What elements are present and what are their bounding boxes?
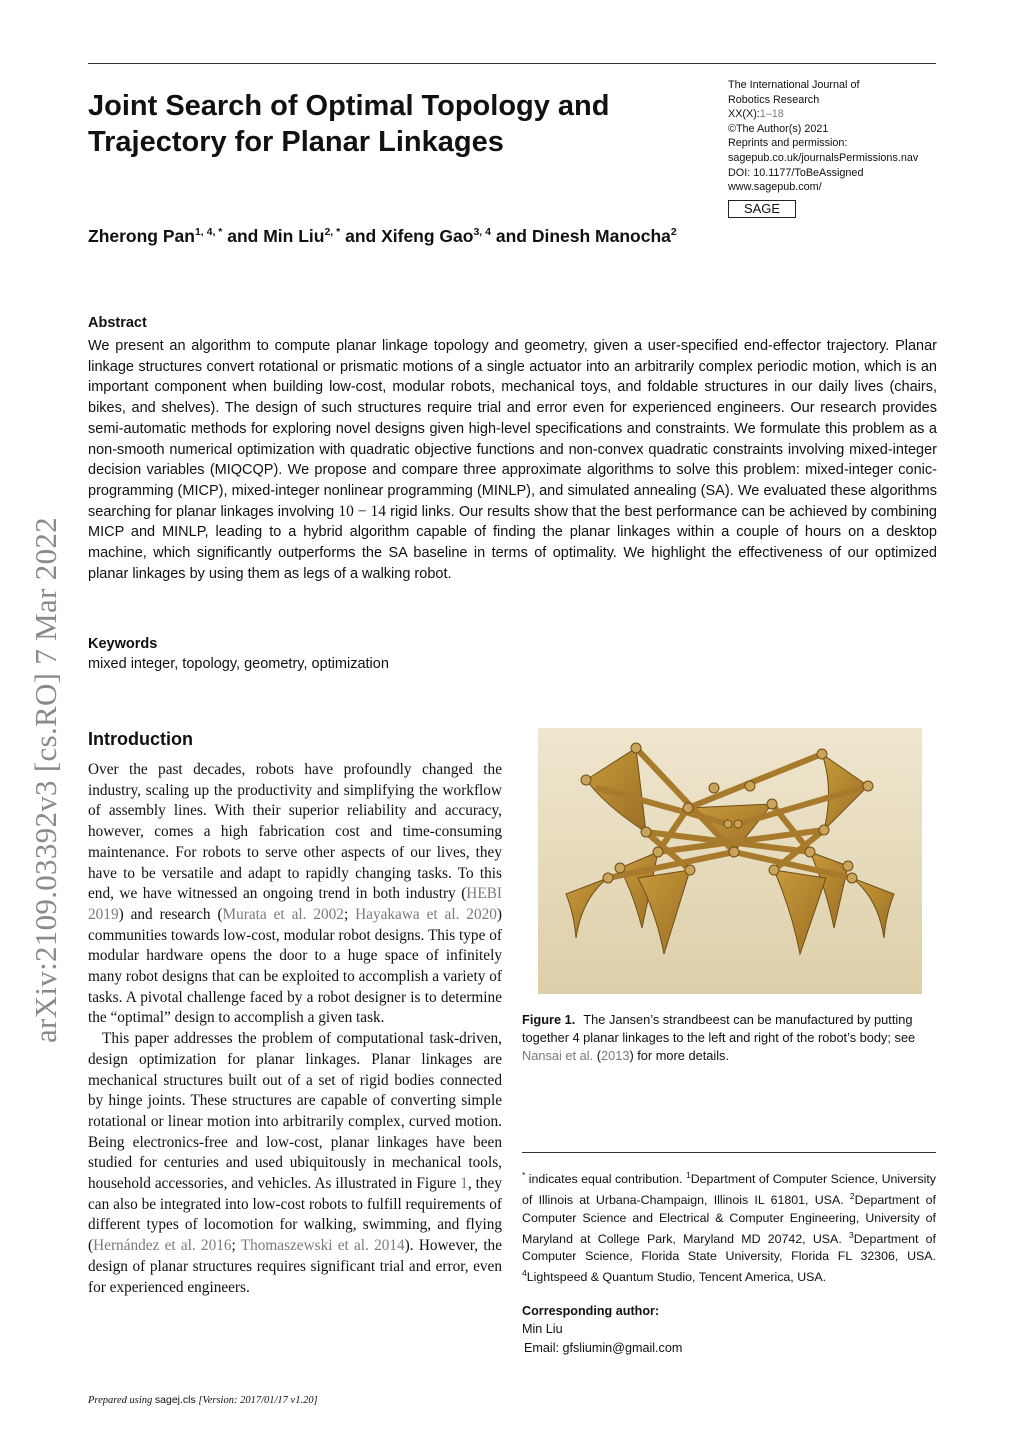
photo-background: [538, 728, 922, 994]
corresponding-author-heading: Corresponding author:: [522, 1304, 660, 1318]
journal-copyright: ©The Author(s) 2021: [728, 122, 829, 135]
author-affiliation-marker: 3, 4: [473, 226, 491, 239]
corresponding-author-name: Min Liu: [522, 1322, 563, 1336]
author-affiliation-marker: 1, 4, *: [194, 226, 223, 239]
journal-pages-link[interactable]: 1–18: [759, 108, 784, 121]
class-file-name: sagej.cls: [154, 1394, 196, 1406]
author-name: Zherong Pan: [88, 226, 195, 246]
link-count-math: 10 − 14: [338, 502, 387, 520]
paper-title: Joint Search of Optimal Topology and Trajectory for Planar Linkages: [88, 90, 610, 158]
author-affiliation-marker: 2, *: [324, 226, 341, 239]
citation-year-link[interactable]: 2013: [600, 1048, 630, 1063]
author-name: Dinesh Manocha: [531, 226, 671, 246]
author-name: Xifeng Gao: [381, 226, 474, 246]
abstract-heading: Abstract: [88, 315, 147, 331]
journal-website: www.sagepub.com/: [728, 181, 822, 194]
citation-link[interactable]: Hayakawa et al. 2020: [355, 905, 497, 923]
page-footer: Prepared using sagej.cls [Version: 2017/01/17 v1.20]: [88, 1394, 318, 1406]
paragraph: Over the past decades, robots have profoundly changed the industry, scaling up the productivity and simplifying the workflow of assembly lines. With their superior reliability and accuracy, however, comes a high fabrication cost and time-consuming maintenance. For robots to serve other aspects of our lives, they have to be versatile and adapt to rapidly changing tasks. To this end, we have witnessed an ongoing trend in both industry (HEBI 2019) and research (Murata et al. 2002; Hayakawa et al. 2020) communities towards low-cost, modular robot designs. This type of modular hardware opens the door to a huge space of infinitely many robot designs that can be exploited to accomplish a variety of tasks. A pivotal challenge faced by a robot designer is to determine the “optimal” design to accomplish a given task.: [88, 761, 503, 1027]
journal-doi: DOI: 10.1177/ToBeAssigned: [728, 166, 864, 179]
citation-link[interactable]: Hernández et al. 2016: [93, 1237, 232, 1255]
author-name: Min Liu: [263, 226, 325, 246]
abstract-text: We present an algorithm to compute planar linkage topology and geometry, given a user-specified end-effector trajectory. Planar linkage structures convert rotational or prismatic motions of a single actuator into an arbitrarily complex periodic motion, which is an important component when building low-cost, modular robots, mechanical toys, and foldable structures in our daily lives (chairs, bikes, and shelves). The design of such structures require trial and error even for experienced engineers. Our research provides semi-automatic methods for exploring novel designs given high-level specifications and constraints. We formulate this problem as a non-smooth numerical optimization with quadratic objective functions and non-convex quadratic constraints involving mixed-integer decision variables (MIQCQP). We propose and compare three approximate algorithms to solve this problem: mixed-integer conic-programming (MICP), mixed-integer nonlinear programming (MINLP), and simulated annealing (SA). We evaluated these algorithms searching for planar linkages involving 10 − 14 rigid links. Our results show that the best performance can be achieved by combining MICP and MINLP, leading to a hybrid algorithm capable of finding the planar linkages within a couple of hours on a desktop machine, which significantly outperforms the SA baseline in terms of optimality. We highlight the effectiveness of our optimized planar linkages by using them as legs of a walking robot.: [88, 338, 937, 582]
citation-link[interactable]: Nansai et al.: [522, 1048, 594, 1063]
corresponding-author-email: Email: gfsliumin@gmail.com: [524, 1341, 683, 1355]
journal-volume: XX(X):1–18: [728, 108, 784, 121]
journal-info: [728, 78, 948, 195]
footnote-rule: [522, 1152, 936, 1153]
introduction-body: [88, 760, 502, 1298]
figure-label: Figure 1.: [522, 1012, 576, 1027]
keywords-list: mixed integer, topology, geometry, optimization: [88, 656, 389, 672]
strandbeest-photo: [538, 728, 922, 994]
author-list: Zherong Pan$^{1, 4, *}$ and Min Liu$^{2, *}$ and Xifeng Gao$^{3, 4}$ and Dinesh Manocha$^2$: [88, 226, 677, 246]
keywords-heading: Keywords: [88, 636, 158, 652]
figure-reference-link[interactable]: 1: [460, 1175, 468, 1193]
affiliations-footnote: * indicates equal contribution. $^1$Department of Computer Science, University of Illinois at Urbana-Champaign, Illinois IL 61801, USA. $^2$Department of Computer Science and Electrical & Computer Engineering, University of Maryland at College Park, Maryland MD 20742, USA. $^3$Department of Computer Science, Florida State University, Florida FL 32306, USA. $^4$Lightspeed & Quantum Studio, Tencent America, USA.: [522, 1170, 937, 1285]
journal-name-line1: The International Journal of: [728, 79, 860, 91]
citation-link[interactable]: Murata et al. 2002: [222, 905, 344, 923]
top-rule: [88, 63, 936, 64]
journal-name-line2: Robotics Research: [728, 93, 820, 106]
journal-reprints: Reprints and permission:: [728, 137, 848, 150]
author-affiliation-marker: 2: [670, 226, 677, 239]
figure-caption: Figure 1. The Jansen’s strandbeest can be manufactured by putting together 4 planar linkages to the left and right of the robot’s body; see Nansai et al. (2013) for more details.: [522, 1012, 916, 1063]
paragraph: This paper addresses the problem of computational task-driven, design optimization for planar linkages. Planar linkages are mechanical structures built out of a set of rigid bodies connected by hinge joints. These structures are capable of converting simple rotational or linear motion into arbitrarily complex, curved motion. Being electronics-free and low-cost, planar linkages have been studied for centuries and used ubiquitously in mechanical tools, household accessories, and vehicles. As illustrated in Figure 1, they can also be integrated into low-cost robots to fulfill requirements of different types of locomotion for walking, swimming, and flying (Hernández et al. 2016; Thomaszewski et al. 2014). However, the design of planar structures requires significant trial and error, even for experienced engineers.: [88, 1030, 503, 1296]
introduction-heading: Introduction: [88, 729, 193, 749]
citation-link[interactable]: Thomaszewski et al. 2014: [240, 1237, 405, 1255]
citation-link[interactable]: HEBI 2019: [88, 885, 502, 923]
sage-logo: SAGE: [728, 200, 796, 218]
journal-permissions-url: sagepub.co.uk/journalsPermissions.nav: [728, 151, 919, 164]
arxiv-stamp: arXiv:2109.03392v3 [cs.RO] 7 Mar 2022: [28, 517, 63, 1043]
